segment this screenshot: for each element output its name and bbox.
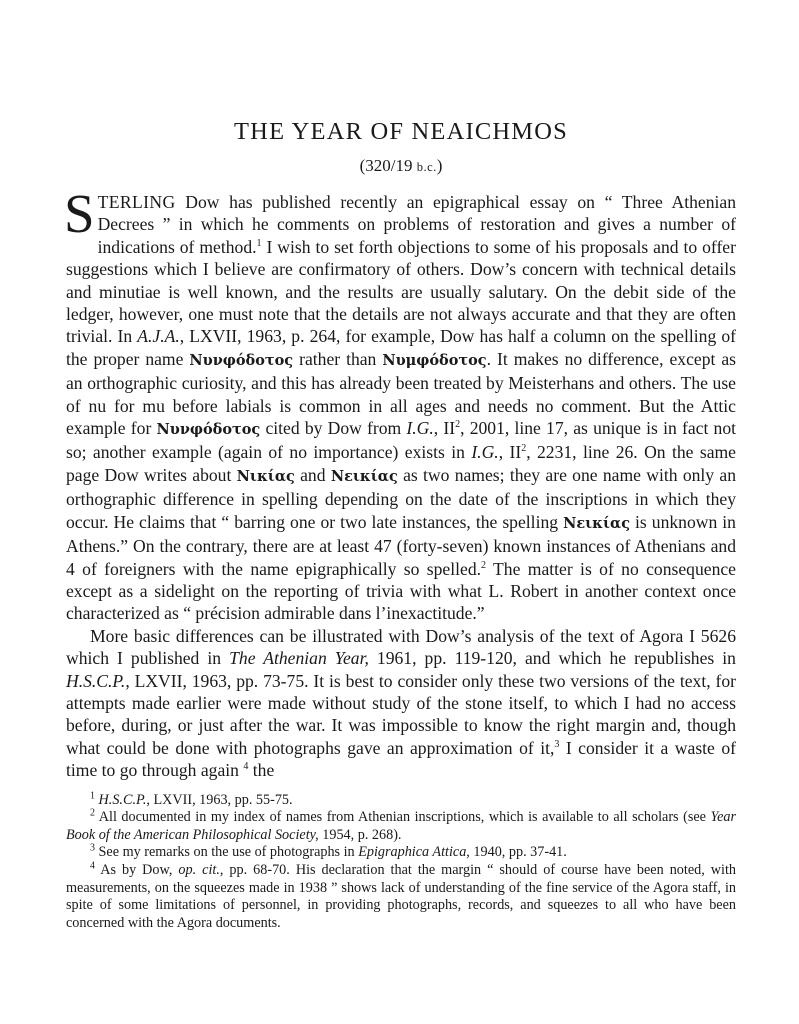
greek-name: Νεικίας <box>563 514 631 532</box>
greek-name: Νυνφόδοτος <box>156 421 261 439</box>
footnote-ref-3[interactable]: 3 <box>554 738 560 750</box>
footnote-ref-2[interactable]: 2 <box>481 559 487 571</box>
article-title: THE YEAR OF NEAICHMOS <box>234 118 568 145</box>
greek-name: Νυνφόδοτος <box>189 351 294 369</box>
footnote-3: $^3$ See my remarks on the use of photographs in Epigraphica Attica, 1940, pp. 37-41. <box>90 842 567 861</box>
greek-name: Νυμφόδοτος <box>382 351 487 369</box>
footnote-ref-4[interactable]: 4 <box>243 761 249 773</box>
greek-name: Νεικίας <box>330 467 398 485</box>
footnote-1: $^1$ H.S.C.P., LXVII, 1963, pp. 55-75. <box>90 789 293 808</box>
footnote-ref-1[interactable]: 1 <box>256 237 262 249</box>
date-era: b.c. <box>416 160 437 174</box>
footnote-4: $^4$ As by Dow, op. cit., pp. 68-70. His declaration that the margin “ should of course have been noted, with measurements, on the squeezes made in 1938 ” shows lack of understanding of the fine service of the Agora staff, in spite of some limitations of personnel, in providing photographs, records, and squeezes to all who have been concerned with the Agora documents. <box>66 860 736 931</box>
article-page <box>66 118 736 932</box>
drop-cap: S <box>64 183 95 244</box>
date-years: (320/19 <box>359 156 413 175</box>
paragraph-2: More basic differences can be illustrated with Dow’s analysis of the text of Agora I 5626 which I published in The Athenian Year, 1961, pp. 119-120, and which he republishes in H.S.C.P., LXVII, 1963, pp. 73-75. It is best to consider only these two versions of the text, for attempts made earlier were made without study of the stone itself, to which I had no access before, during, or just after the war. It was impossible to know the right margin and, though what could be done with photographs gave an approximation of it,$^3$ I consider it a waste of time to go through again $^4$ the <box>66 625 736 781</box>
footnote-2: $^2$ All documented in my index of names from Athenian inscriptions, which is available to all scholars (see Year Book of the American Philosophical Society, 1954, p. 268). <box>66 807 736 843</box>
article-date: (320/19 b.c.) <box>359 156 443 175</box>
lead-word: TERLING <box>97 192 176 212</box>
footnotes <box>66 789 736 933</box>
paragraph-1: STERLING Dow has published recently an epigraphical essay on “ Three Athenian Decrees ” in which he comments on problems of restoration and gives a number of indications of method.$^1$ I wish to set forth objections to some of his proposals and to offer suggestions which I believe are confirmatory of others. Dow’s concern with technical details and minutiae is well known, and the results are usually salutary. On the debit side of the ledger, however, one must note that the details are not always accurate and that they are often trivial. In A.J.A., LXVII, 1963, p. 264, for example, Dow has half a column on the spelling of the proper name Νυνφόδοτος rather than Νυμφόδοτος. It makes no difference, except as an orthographic curiosity, and this has already been treated by Meisterhans and others. The use of nu for mu before labials is common in all ages and needs no comment. But the Attic example for Νυνφόδοτος cited by Dow from I.G., $II^2$, 2001, line 17, as unique is in fact not so; another example (again of no importance) exists in I.G., $II^2$, 2231, line 26. On the same page Dow writes about Νικίας and Νεικίας as two names; they are one name with only an orthographic difference in spelling depending on the date of the inscriptions in which they occur. He claims that “ barring one or two late instances, the spelling Νεικίας is unknown in Athens.” On the contrary, there are at least 47 (forty-seven) known instances of Athenians and 4 of foreigners with the name epigraphically so spelled.$^2$ The matter is of no consequence except as a sidelight on the reporting of trivia with what L. Robert in another context once characterized as “ précision admirable dans l’inexactitude.” <box>64 183 736 624</box>
article-body <box>64 183 736 782</box>
greek-name: Νικίας <box>236 467 295 485</box>
